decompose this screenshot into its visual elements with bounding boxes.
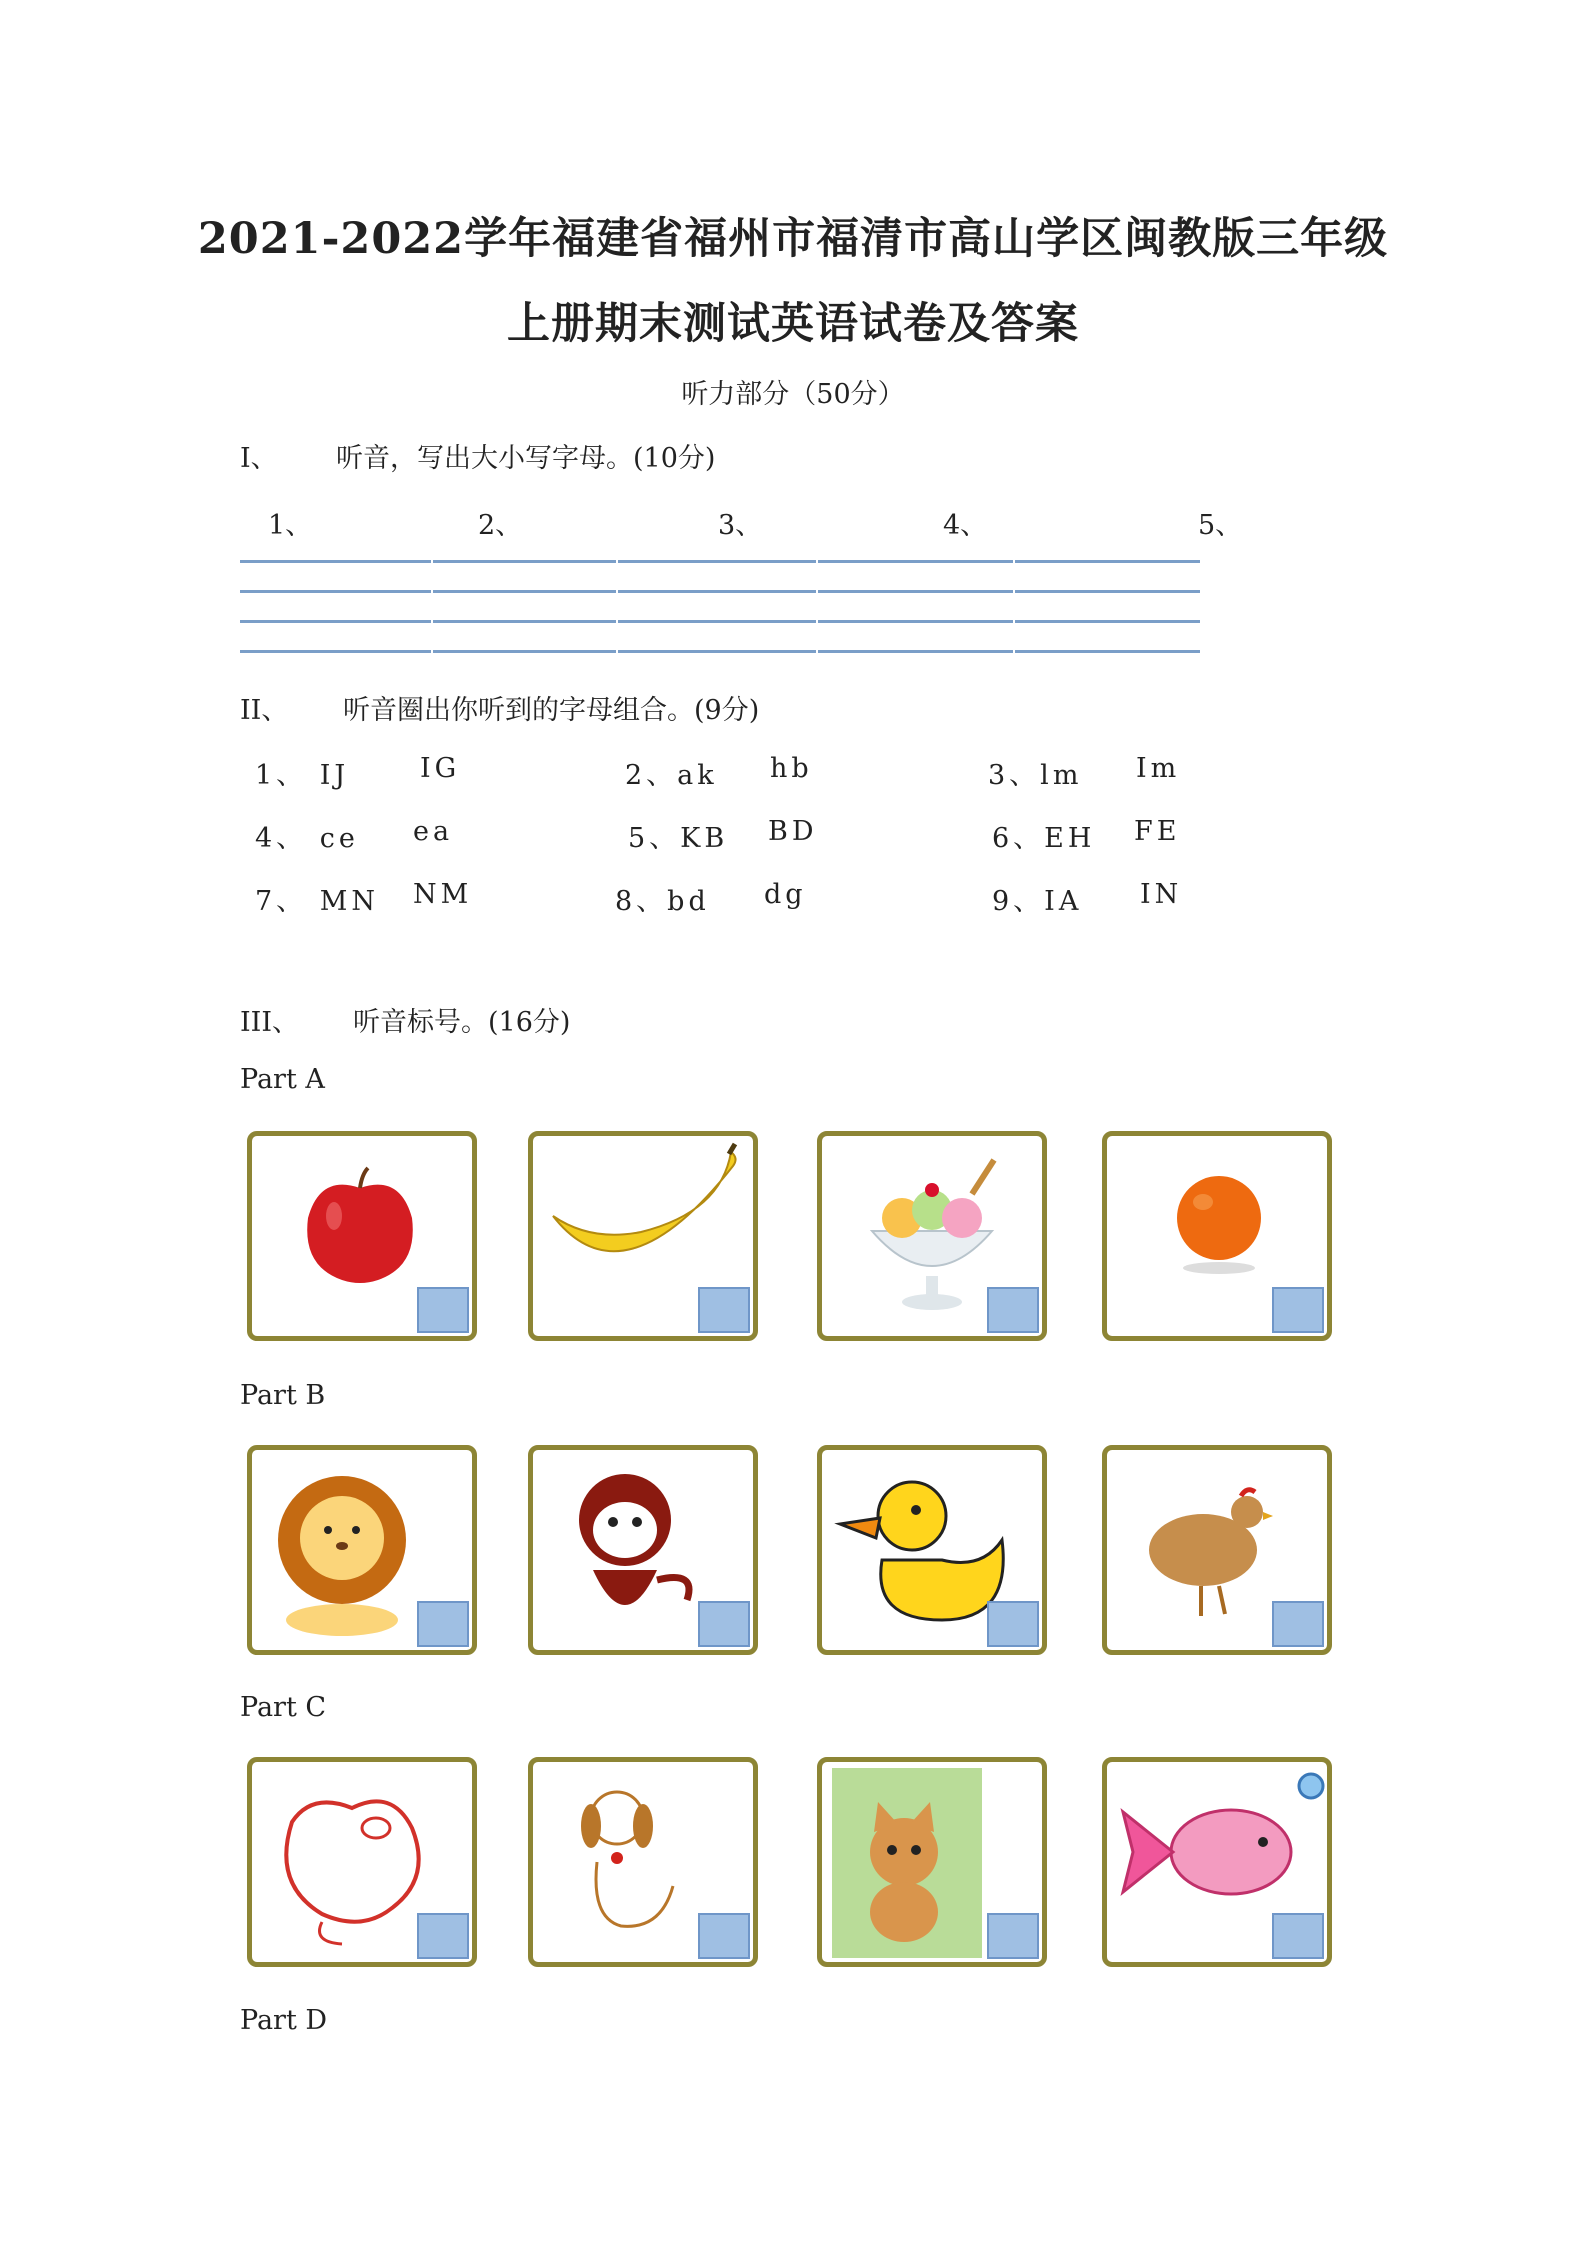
picture-card-fish — [1102, 1757, 1332, 1967]
answer-box-b2[interactable] — [698, 1601, 750, 1647]
picture-card-monkey — [528, 1445, 758, 1655]
option-6b[interactable]: FE — [1134, 816, 1181, 847]
section-2-number: II、 — [240, 695, 289, 726]
option-3b[interactable]: Im — [1136, 753, 1181, 784]
option-9b[interactable]: IN — [1140, 879, 1183, 910]
document-title-line1: 2021-2022学年福建省福州市福清市高山学区闽教版三年级 — [197, 214, 1389, 264]
answer-box-c3[interactable] — [987, 1913, 1039, 1959]
section-1-heading — [240, 436, 715, 475]
option-3a[interactable]: 3、lm — [988, 760, 1083, 791]
option-7a[interactable]: 7、 MN — [255, 886, 380, 917]
part-d-label: Part D — [240, 2005, 328, 2036]
answer-box-a2[interactable] — [698, 1287, 750, 1333]
section-3-heading — [240, 1000, 570, 1039]
option-4b[interactable]: ea — [413, 816, 454, 847]
picture-card-banana — [528, 1131, 758, 1341]
picture-card-ice-cream — [817, 1131, 1047, 1341]
blank-number-1: 1、 — [268, 510, 313, 541]
listening-section-header: 听力部分（50分） — [681, 379, 905, 410]
section-1-number: I、 — [240, 443, 278, 474]
picture-card-apple — [247, 1131, 477, 1341]
section-1-instruction: 听音，写出大小写字母。(10分) — [336, 443, 716, 474]
answer-box-c4[interactable] — [1272, 1913, 1324, 1959]
option-8a[interactable]: 8、bd — [615, 886, 710, 917]
picture-card-dog — [528, 1757, 758, 1967]
part-a-label: Part A — [240, 1064, 325, 1095]
answer-box-a4[interactable] — [1272, 1287, 1324, 1333]
answer-box-a3[interactable] — [987, 1287, 1039, 1333]
blank-number-4: 4、 — [943, 510, 988, 541]
document-title-line2: 上册期末测试英语试卷及答案 — [507, 299, 1079, 349]
picture-card-lion — [247, 1445, 477, 1655]
picture-card-duck — [817, 1445, 1047, 1655]
part-b-label: Part B — [240, 1380, 326, 1411]
part-c-label: Part C — [240, 1692, 327, 1723]
option-2b[interactable]: hb — [770, 753, 813, 784]
blank-number-3: 3、 — [718, 510, 763, 541]
picture-card-orange — [1102, 1131, 1332, 1341]
section-2-instruction: 听音圈出你听到的字母组合。(9分) — [343, 695, 760, 726]
option-2a[interactable]: 2、ak — [625, 760, 718, 791]
option-8b[interactable]: dg — [764, 879, 807, 910]
section-3-instruction: 听音标号。(16分) — [353, 1007, 571, 1038]
answer-box-c2[interactable] — [698, 1913, 750, 1959]
section-2-heading — [240, 688, 759, 727]
section-3-number: III、 — [240, 1007, 299, 1038]
option-1b[interactable]: IG — [420, 753, 461, 784]
picture-card-cat — [817, 1757, 1047, 1967]
option-5b[interactable]: BD — [768, 816, 818, 847]
answer-box-b4[interactable] — [1272, 1601, 1324, 1647]
option-4a[interactable]: 4、 ce — [255, 823, 359, 854]
answer-box-b1[interactable] — [417, 1601, 469, 1647]
blank-number-5: 5、 — [1198, 510, 1243, 541]
answer-box-b3[interactable] — [987, 1601, 1039, 1647]
picture-card-hen — [1102, 1445, 1332, 1655]
option-5a[interactable]: 5、KB — [628, 823, 729, 854]
option-6a[interactable]: 6、EH — [992, 823, 1096, 854]
option-7b[interactable]: NM — [413, 879, 473, 910]
option-1a[interactable]: 1、 IJ — [255, 760, 350, 791]
answer-box-a1[interactable] — [417, 1287, 469, 1333]
blank-number-2: 2、 — [478, 510, 523, 541]
option-9a[interactable]: 9、IA — [992, 886, 1083, 917]
answer-box-c1[interactable] — [417, 1913, 469, 1959]
picture-card-pig — [247, 1757, 477, 1967]
